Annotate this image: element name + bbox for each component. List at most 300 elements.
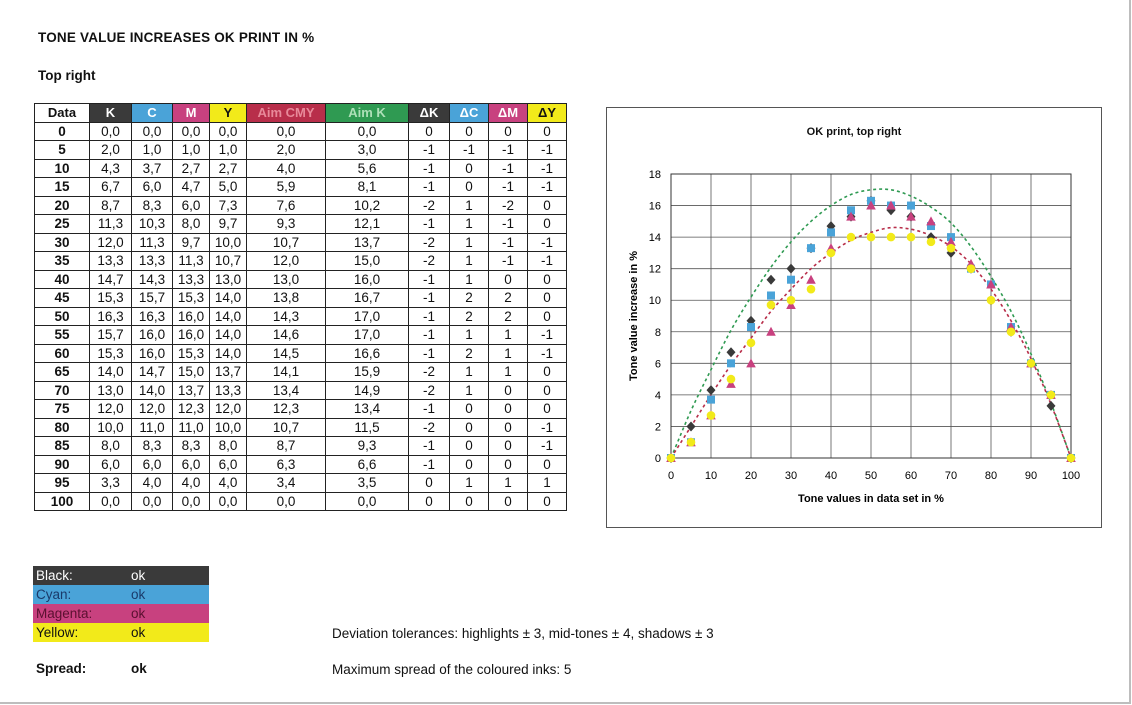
cell-aim-k: 16,7 [326,289,409,308]
chart-title: OK print, top right [806,126,902,138]
data-point [746,358,756,367]
cell-delta-c: 0 [450,178,489,197]
col-header-delta-m: ΔM [489,104,528,123]
table-row [35,437,567,456]
cell-delta-m: -1 [489,141,528,160]
cell-aim-k: 5,6 [326,159,409,178]
cell-delta-m: 1 [489,474,528,493]
cell-delta-y: -1 [528,326,567,345]
cell-y: 14,0 [210,307,247,326]
cell-delta-k: -1 [409,141,450,160]
cell-delta-c: 1 [450,252,489,271]
cell-aim-k: 11,5 [326,418,409,437]
cell-c: 0,0 [132,122,173,141]
table-body [35,122,567,511]
cell-c: 13,3 [132,252,173,271]
legend-label: Yellow: [36,625,79,640]
y-tick-label: 16 [648,200,661,213]
chart-panel [606,107,1102,528]
data-point [707,396,715,404]
cell-y: 1,0 [210,141,247,160]
cell-delta-c: 1 [450,196,489,215]
x-tick-label: 50 [864,470,878,482]
cell-aim-cmy: 13,8 [247,289,326,308]
legend-row-magenta [33,604,209,623]
chart-grid [671,174,1071,458]
cell-delta-m: 0 [489,437,528,456]
cell-data: 70 [35,381,90,400]
cell-delta-k: 0 [409,492,450,511]
data-point [927,238,936,247]
data-point [887,233,896,242]
data-point [707,385,716,395]
cell-aim-k: 13,4 [326,400,409,419]
cell-aim-k: 15,9 [326,363,409,382]
cell-m: 8,0 [173,215,210,234]
cell-delta-k: -2 [409,196,450,215]
cell-delta-m: 0 [489,270,528,289]
cell-delta-m: -1 [489,252,528,271]
cell-m: 13,3 [173,270,210,289]
cell-m: 15,0 [173,363,210,382]
cell-data: 40 [35,270,90,289]
cell-aim-cmy: 0,0 [247,492,326,511]
cell-c: 15,7 [132,289,173,308]
data-point [907,233,916,242]
cell-k: 8,7 [90,196,132,215]
cell-c: 0,0 [132,492,173,511]
cell-delta-c: 0 [450,122,489,141]
cell-delta-k: -1 [409,289,450,308]
cell-data: 20 [35,196,90,215]
cell-y: 14,0 [210,289,247,308]
cell-delta-y: 0 [528,289,567,308]
cell-k: 12,0 [90,400,132,419]
cell-delta-k: -1 [409,270,450,289]
data-point [807,285,816,294]
cell-aim-cmy: 9,3 [247,215,326,234]
legend-status: ok [131,568,146,583]
cell-delta-m: -1 [489,233,528,252]
cell-m: 6,0 [173,196,210,215]
cell-delta-k: -1 [409,437,450,456]
cell-delta-k: -2 [409,381,450,400]
cell-delta-m: 0 [489,122,528,141]
data-point [807,244,815,252]
status-legend [33,566,209,642]
cell-k: 3,3 [90,474,132,493]
cell-aim-k: 0,0 [326,122,409,141]
cell-aim-k: 14,9 [326,381,409,400]
cell-c: 14,3 [132,270,173,289]
cell-delta-c: 1 [450,326,489,345]
cell-k: 15,7 [90,326,132,345]
cell-delta-k: -1 [409,455,450,474]
cell-delta-c: 0 [450,159,489,178]
cell-aim-cmy: 14,5 [247,344,326,363]
cell-aim-cmy: 0,0 [247,122,326,141]
data-point [1047,391,1056,400]
y-axis-label: Tone value increase in % [628,250,640,382]
cell-delta-y: 0 [528,122,567,141]
cell-k: 15,3 [90,344,132,363]
data-point [766,327,776,336]
cell-c: 16,0 [132,344,173,363]
cell-data: 15 [35,178,90,197]
cell-k: 13,3 [90,252,132,271]
table-row [35,492,567,511]
cell-c: 1,0 [132,141,173,160]
cell-c: 6,0 [132,455,173,474]
cell-delta-y: -1 [528,437,567,456]
y-tick-label: 2 [654,421,661,434]
cell-aim-cmy: 14,1 [247,363,326,382]
cell-data: 50 [35,307,90,326]
cell-delta-c: 0 [450,437,489,456]
data-point [747,339,756,348]
data-point [1027,359,1036,368]
cell-delta-y: 1 [528,474,567,493]
cell-k: 14,7 [90,270,132,289]
cell-aim-k: 13,7 [326,233,409,252]
spread-status: ok [131,661,147,676]
col-header-delta-k: ΔK [409,104,450,123]
cell-delta-k: -1 [409,326,450,345]
data-point [747,323,755,331]
cell-k: 6,0 [90,455,132,474]
cell-aim-k: 17,0 [326,326,409,345]
x-tick-label: 80 [984,470,998,482]
table-row [35,178,567,197]
legend-status: ok [131,606,146,621]
cell-delta-y: 0 [528,492,567,511]
cell-aim-cmy: 10,7 [247,418,326,437]
cell-c: 14,0 [132,381,173,400]
x-tick-label: 100 [1061,470,1081,482]
cell-k: 4,3 [90,159,132,178]
y-tick-label: 18 [648,169,661,181]
cell-delta-c: -1 [450,141,489,160]
cell-m: 13,7 [173,381,210,400]
col-header-aim-cmy: Aim CMY [247,104,326,123]
cell-delta-y: 0 [528,381,567,400]
cell-delta-m: 0 [489,455,528,474]
table-row [35,233,567,252]
cell-delta-m: 1 [489,363,528,382]
cell-k: 6,7 [90,178,132,197]
cell-delta-k: -2 [409,233,450,252]
cell-delta-c: 1 [450,474,489,493]
cell-aim-cmy: 3,4 [247,474,326,493]
table-row [35,363,567,382]
legend-label: Cyan: [36,587,72,602]
y-tick-label: 12 [648,263,661,276]
data-point [847,233,856,242]
x-tick-label: 70 [944,470,958,482]
cell-delta-y: -1 [528,178,567,197]
cell-y: 10,0 [210,418,247,437]
col-header-aim-k: Aim K [326,104,409,123]
cell-data: 90 [35,455,90,474]
cell-y: 10,0 [210,233,247,252]
y-tick-label: 0 [654,453,661,465]
cell-y: 13,7 [210,363,247,382]
cell-delta-m: 0 [489,418,528,437]
cell-aim-k: 16,0 [326,270,409,289]
y-tick-label: 4 [654,389,661,402]
cell-k: 8,0 [90,437,132,456]
x-tick-label: 90 [1024,470,1038,482]
cell-delta-m: -1 [489,159,528,178]
data-point [1007,327,1016,336]
cell-delta-k: -2 [409,252,450,271]
cell-aim-cmy: 13,4 [247,381,326,400]
cell-delta-k: -1 [409,400,450,419]
cell-delta-k: 0 [409,122,450,141]
cell-aim-cmy: 5,9 [247,178,326,197]
data-point [967,264,976,273]
cell-y: 14,0 [210,344,247,363]
cell-delta-c: 2 [450,307,489,326]
cell-data: 30 [35,233,90,252]
cell-delta-m: 0 [489,400,528,419]
cell-aim-cmy: 4,0 [247,159,326,178]
cell-c: 8,3 [132,437,173,456]
cell-k: 11,3 [90,215,132,234]
cell-delta-y: 0 [528,363,567,382]
cell-delta-k: -1 [409,159,450,178]
cell-data: 95 [35,474,90,493]
cell-delta-c: 2 [450,344,489,363]
cell-delta-m: 1 [489,326,528,345]
cell-data: 55 [35,326,90,345]
col-header-delta-y: ΔY [528,104,567,123]
cell-m: 2,7 [173,159,210,178]
table-row [35,400,567,419]
cell-delta-m: 2 [489,289,528,308]
cell-c: 14,7 [132,363,173,382]
cell-aim-k: 3,5 [326,474,409,493]
cell-aim-k: 0,0 [326,492,409,511]
table-row [35,159,567,178]
x-tick-label: 20 [744,470,758,482]
table-row [35,455,567,474]
cell-k: 15,3 [90,289,132,308]
x-tick-label: 10 [704,470,718,482]
cell-m: 12,3 [173,400,210,419]
cell-aim-cmy: 2,0 [247,141,326,160]
cell-delta-c: 1 [450,215,489,234]
cell-data: 65 [35,363,90,382]
data-point [827,228,835,236]
cell-data: 45 [35,289,90,308]
cell-c: 16,3 [132,307,173,326]
data-point [687,438,696,447]
cell-m: 9,7 [173,233,210,252]
cell-aim-k: 9,3 [326,437,409,456]
cell-aim-k: 8,1 [326,178,409,197]
cell-aim-cmy: 14,3 [247,307,326,326]
tone-value-chart [607,108,1101,527]
cell-m: 4,7 [173,178,210,197]
cell-k: 0,0 [90,122,132,141]
cell-aim-cmy: 10,7 [247,233,326,252]
cell-data: 10 [35,159,90,178]
cell-delta-m: -2 [489,196,528,215]
cell-y: 13,0 [210,270,247,289]
cell-delta-y: 0 [528,307,567,326]
spread-label: Spread: [36,661,87,676]
cell-delta-c: 0 [450,455,489,474]
data-point [867,233,876,242]
cell-aim-cmy: 12,0 [247,252,326,271]
cell-delta-c: 2 [450,289,489,308]
cell-delta-y: -1 [528,141,567,160]
table-row [35,270,567,289]
cell-y: 12,0 [210,400,247,419]
cell-data: 85 [35,437,90,456]
cell-aim-cmy: 13,0 [247,270,326,289]
cell-delta-y: 0 [528,400,567,419]
tone-value-table [34,103,567,511]
cell-delta-y: -1 [528,418,567,437]
cell-aim-k: 17,0 [326,307,409,326]
y-tick-label: 6 [654,358,661,371]
cell-delta-c: 0 [450,418,489,437]
cell-delta-y: 0 [528,196,567,215]
cell-k: 13,0 [90,381,132,400]
col-header-y: Y [210,104,247,123]
data-point [947,244,956,253]
cell-c: 11,3 [132,233,173,252]
cell-m: 8,3 [173,437,210,456]
cell-data: 75 [35,400,90,419]
cell-delta-y: -1 [528,252,567,271]
cell-m: 0,0 [173,122,210,141]
x-tick-label: 40 [824,470,838,482]
cell-k: 2,0 [90,141,132,160]
cell-delta-y: -1 [528,233,567,252]
y-tick-label: 8 [654,326,661,339]
cell-delta-c: 1 [450,363,489,382]
cell-data: 100 [35,492,90,511]
cell-y: 0,0 [210,492,247,511]
cell-y: 0,0 [210,122,247,141]
cell-m: 16,0 [173,307,210,326]
data-point [767,301,776,310]
x-tick-label: 60 [904,470,918,482]
report-subtitle: Top right [38,68,96,83]
cell-delta-y: 0 [528,215,567,234]
x-tick-label: 30 [784,470,798,482]
cell-delta-m: 0 [489,492,528,511]
data-point [907,202,915,210]
legend-row-black [33,566,209,585]
col-header-data: Data [35,104,90,123]
table-row [35,122,567,141]
max-spread-note: Maximum spread of the coloured inks: 5 [332,662,572,677]
cell-aim-k: 3,0 [326,141,409,160]
cell-delta-c: 1 [450,233,489,252]
data-point [667,454,676,463]
data-point [767,275,776,285]
cell-data: 25 [35,215,90,234]
cell-delta-k: -1 [409,344,450,363]
cell-aim-k: 15,0 [326,252,409,271]
table-row [35,196,567,215]
cell-c: 3,7 [132,159,173,178]
cell-delta-m: 2 [489,307,528,326]
report-title: TONE VALUE INCREASES OK PRINT IN % [38,30,315,45]
cell-delta-k: -2 [409,363,450,382]
cell-delta-k: -1 [409,178,450,197]
cell-delta-m: -1 [489,215,528,234]
cell-m: 16,0 [173,326,210,345]
table-row [35,344,567,363]
legend-row-cyan [33,585,209,604]
cell-m: 11,3 [173,252,210,271]
table-row [35,215,567,234]
cell-delta-y: -1 [528,159,567,178]
data-point [767,291,775,299]
cell-delta-y: 0 [528,270,567,289]
cell-m: 0,0 [173,492,210,511]
cell-k: 14,0 [90,363,132,382]
col-header-c: C [132,104,173,123]
cell-aim-cmy: 7,6 [247,196,326,215]
cell-delta-y: -1 [528,344,567,363]
cell-delta-m: 1 [489,344,528,363]
data-point [926,216,936,225]
cell-m: 11,0 [173,418,210,437]
table-row [35,326,567,345]
cell-m: 4,0 [173,474,210,493]
cell-aim-k: 10,2 [326,196,409,215]
cell-delta-m: -1 [489,178,528,197]
col-header-delta-c: ΔC [450,104,489,123]
cell-data: 35 [35,252,90,271]
cell-delta-c: 0 [450,492,489,511]
cell-k: 0,0 [90,492,132,511]
cell-m: 1,0 [173,141,210,160]
cell-y: 7,3 [210,196,247,215]
cell-y: 8,0 [210,437,247,456]
cell-delta-y: 0 [528,455,567,474]
cell-c: 16,0 [132,326,173,345]
legend-label: Black: [36,568,73,583]
col-header-k: K [90,104,132,123]
cell-data: 0 [35,122,90,141]
table-row [35,141,567,160]
legend-status: ok [131,625,146,640]
data-point [987,296,996,305]
cell-aim-cmy: 8,7 [247,437,326,456]
cell-delta-c: 1 [450,381,489,400]
cell-delta-k: -2 [409,418,450,437]
table-row [35,289,567,308]
y-tick-label: 10 [648,295,661,308]
cell-delta-c: 1 [450,270,489,289]
data-point [727,375,736,384]
cell-c: 10,3 [132,215,173,234]
data-point [787,276,795,284]
x-axis-label: Tone values in data set in % [798,493,944,505]
cell-k: 12,0 [90,233,132,252]
cell-y: 9,7 [210,215,247,234]
cell-aim-k: 16,6 [326,344,409,363]
cell-y: 5,0 [210,178,247,197]
cell-delta-k: 0 [409,474,450,493]
